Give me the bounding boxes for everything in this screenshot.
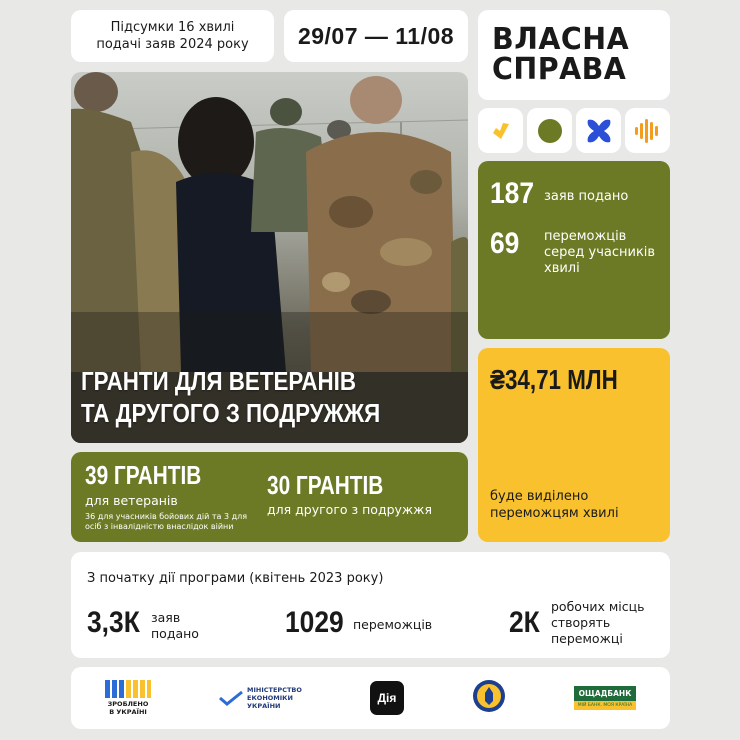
headline-line2: ТА ДРУГОГО З ПОДРУЖЖЯ bbox=[81, 398, 381, 428]
veterans-note-line1: 36 для учасників бойових дій та 3 для bbox=[85, 512, 248, 521]
wave-summary-line1: Підсумки 16 хвилі bbox=[110, 20, 235, 35]
logo-line1: ВЛАСНА bbox=[492, 22, 630, 57]
partner-logos bbox=[71, 667, 670, 729]
grants-card bbox=[71, 452, 468, 542]
pension-fund-emblem bbox=[472, 679, 506, 717]
hero-photo bbox=[71, 72, 468, 443]
program-totals-title: З початку дії програми (квітень 2023 року) bbox=[87, 571, 384, 586]
wave-stats-card bbox=[478, 161, 670, 339]
headline bbox=[81, 365, 380, 429]
veterans-grants-value: 39 ГРАНТІВ bbox=[85, 460, 202, 490]
jobs-label bbox=[551, 599, 644, 647]
ministry-line2: ЕКОНОМІКИ bbox=[247, 694, 293, 702]
oschadbank-slogan: МІЙ БАНК. МОЯ КРАЇНА bbox=[574, 701, 636, 710]
jobs-label-line3: переможці bbox=[551, 631, 623, 646]
diia-logo bbox=[370, 681, 404, 715]
funding-card bbox=[478, 348, 670, 542]
program-totals-card bbox=[71, 552, 670, 658]
arrow-icon bbox=[478, 108, 523, 153]
made-in-ukraine-line1: ЗРОБЛЕНО bbox=[107, 700, 149, 708]
jobs-label-line1: робочих місць bbox=[551, 599, 645, 614]
made-in-ukraine-line2: В УКРАЇНІ bbox=[109, 708, 147, 716]
total-applications-label bbox=[151, 610, 199, 642]
jobs-label-line2: створять bbox=[551, 615, 611, 630]
total-applications-value: 3,3К bbox=[87, 606, 140, 639]
winners-label: переможців серед учасників хвилі bbox=[544, 229, 656, 276]
total-winners-label: переможців bbox=[353, 617, 433, 632]
headline-line1: ГРАНТИ ДЛЯ ВЕТЕРАНІВ bbox=[81, 366, 357, 396]
x-icon bbox=[576, 108, 621, 153]
wave-icon bbox=[625, 108, 670, 153]
wave-summary-card bbox=[71, 10, 274, 62]
spouse-grants-value: 30 ГРАНТІВ bbox=[267, 470, 384, 500]
logo-line2: СПРАВА bbox=[492, 52, 627, 87]
applications-value: 187 bbox=[490, 177, 535, 210]
funding-amount: ₴34,71 МЛН bbox=[490, 364, 618, 395]
oschadbank-logo bbox=[574, 686, 636, 710]
emblem-icon bbox=[472, 679, 506, 713]
ministry-check-icon bbox=[219, 690, 243, 706]
veterans-grants-label: для ветеранів bbox=[85, 493, 178, 508]
funding-caption-line1: буде виділено bbox=[490, 489, 589, 504]
veterans-note-line2: осіб з інвалідністю внаслідок війни bbox=[85, 522, 234, 531]
jobs-value: 2К bbox=[509, 606, 540, 639]
ministry-logo bbox=[219, 686, 302, 710]
total-applications-label-line1: заяв bbox=[151, 610, 181, 625]
total-winners-value: 1029 bbox=[285, 606, 344, 639]
circle-icon bbox=[527, 108, 572, 153]
dates-text: 29/07 — 11/08 bbox=[297, 22, 455, 49]
diia-text: Дія bbox=[377, 691, 397, 705]
applications-label: заяв подано bbox=[544, 189, 629, 204]
made-in-ukraine-icon bbox=[105, 680, 151, 698]
oschadbank-name: ОЩАДБАНК bbox=[574, 686, 636, 701]
ministry-line3: УКРАЇНИ bbox=[247, 702, 281, 710]
funding-caption-line2: переможцям хвилі bbox=[490, 506, 619, 521]
ministry-line1: МІНІСТЕРСТВО bbox=[247, 686, 302, 694]
brand-logo bbox=[478, 10, 670, 100]
spouse-grants-label: для другого з подружжя bbox=[267, 502, 432, 517]
veterans-grants-note bbox=[85, 512, 247, 532]
wave-summary-line2: подачі заяв 2024 року bbox=[96, 37, 249, 52]
winners-value: 69 bbox=[490, 227, 520, 260]
funding-caption bbox=[490, 488, 619, 522]
made-in-ukraine-logo bbox=[105, 680, 151, 716]
total-applications-label-line2: подано bbox=[151, 626, 199, 641]
dates-card bbox=[284, 10, 468, 62]
